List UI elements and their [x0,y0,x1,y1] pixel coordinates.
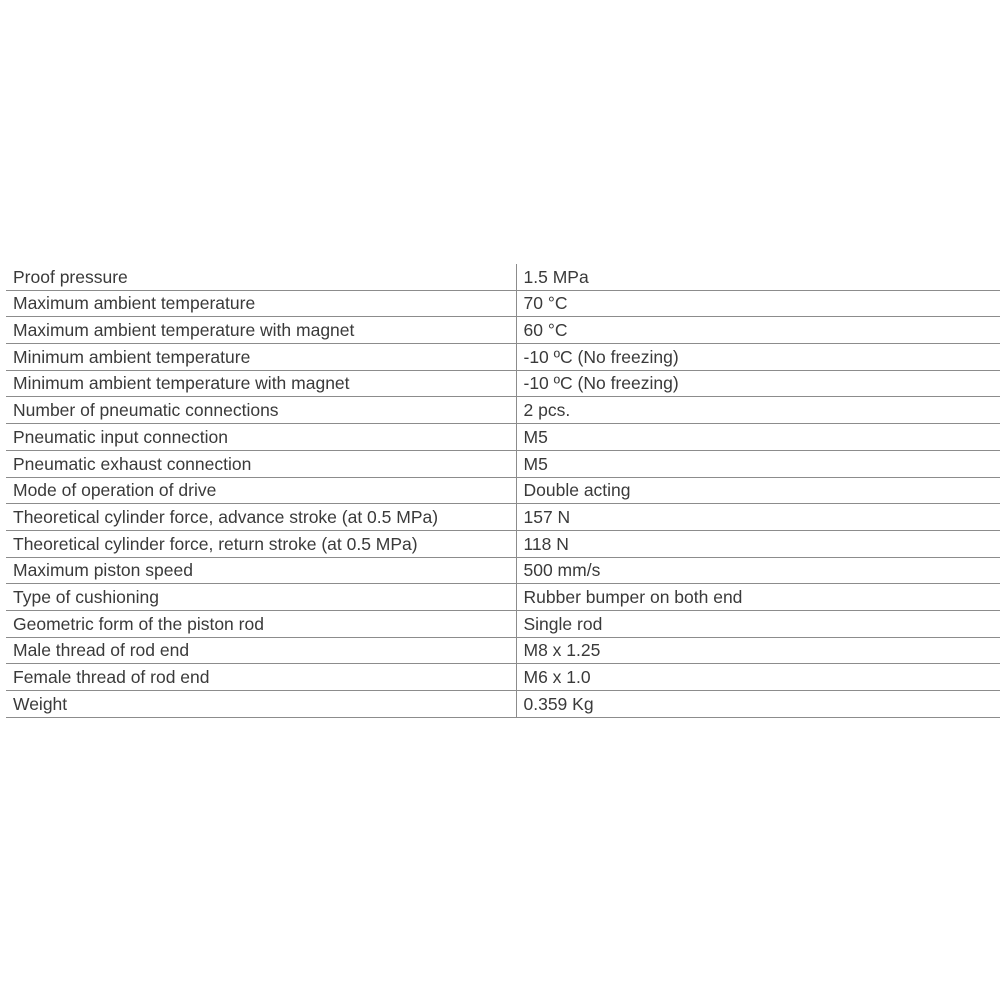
spec-value: Double acting [516,477,1000,504]
spec-label: Type of cushioning [6,584,516,611]
table-row [6,691,1000,718]
table-row [6,264,1000,290]
table-row [6,424,1000,451]
spec-label: Weight [6,691,516,718]
table-row [6,450,1000,477]
table-row [6,530,1000,557]
table-row [6,477,1000,504]
spec-label: Maximum piston speed [6,557,516,584]
spec-label: Pneumatic input connection [6,424,516,451]
spec-label: Proof pressure [6,264,516,290]
spec-label: Theoretical cylinder force, advance stroke (at 0.5 MPa) [6,504,516,531]
spec-label: Geometric form of the piston rod [6,610,516,637]
spec-value: M5 [516,424,1000,451]
spec-value: 70 °C [516,290,1000,317]
table-row [6,610,1000,637]
spec-value: -10 ºC (No freezing) [516,344,1000,371]
table-row [6,290,1000,317]
spec-value: Single rod [516,610,1000,637]
spec-label: Female thread of rod end [6,664,516,691]
spec-value: -10 ºC (No freezing) [516,370,1000,397]
spec-value: 2 pcs. [516,397,1000,424]
spec-value: M5 [516,450,1000,477]
table-row [6,504,1000,531]
table-row [6,664,1000,691]
table-row [6,557,1000,584]
spec-value: 0.359 Kg [516,691,1000,718]
spec-value: 1.5 MPa [516,264,1000,290]
spec-value: M8 x 1.25 [516,637,1000,664]
spec-table [6,264,1000,718]
spec-label: Minimum ambient temperature with magnet [6,370,516,397]
table-row [6,370,1000,397]
table-row [6,397,1000,424]
spec-table-body [6,264,1000,717]
spec-value: 60 °C [516,317,1000,344]
table-row [6,637,1000,664]
spec-label: Number of pneumatic connections [6,397,516,424]
table-row [6,317,1000,344]
spec-label: Minimum ambient temperature [6,344,516,371]
spec-value: Rubber bumper on both end [516,584,1000,611]
spec-label: Male thread of rod end [6,637,516,664]
spec-value: 157 N [516,504,1000,531]
table-row [6,584,1000,611]
spec-value: M6 x 1.0 [516,664,1000,691]
spec-label: Pneumatic exhaust connection [6,450,516,477]
table-row [6,344,1000,371]
spec-label: Maximum ambient temperature [6,290,516,317]
spec-value: 118 N [516,530,1000,557]
spec-label: Theoretical cylinder force, return stroke (at 0.5 MPa) [6,530,516,557]
spec-value: 500 mm/s [516,557,1000,584]
spec-label: Mode of operation of drive [6,477,516,504]
spec-label: Maximum ambient temperature with magnet [6,317,516,344]
